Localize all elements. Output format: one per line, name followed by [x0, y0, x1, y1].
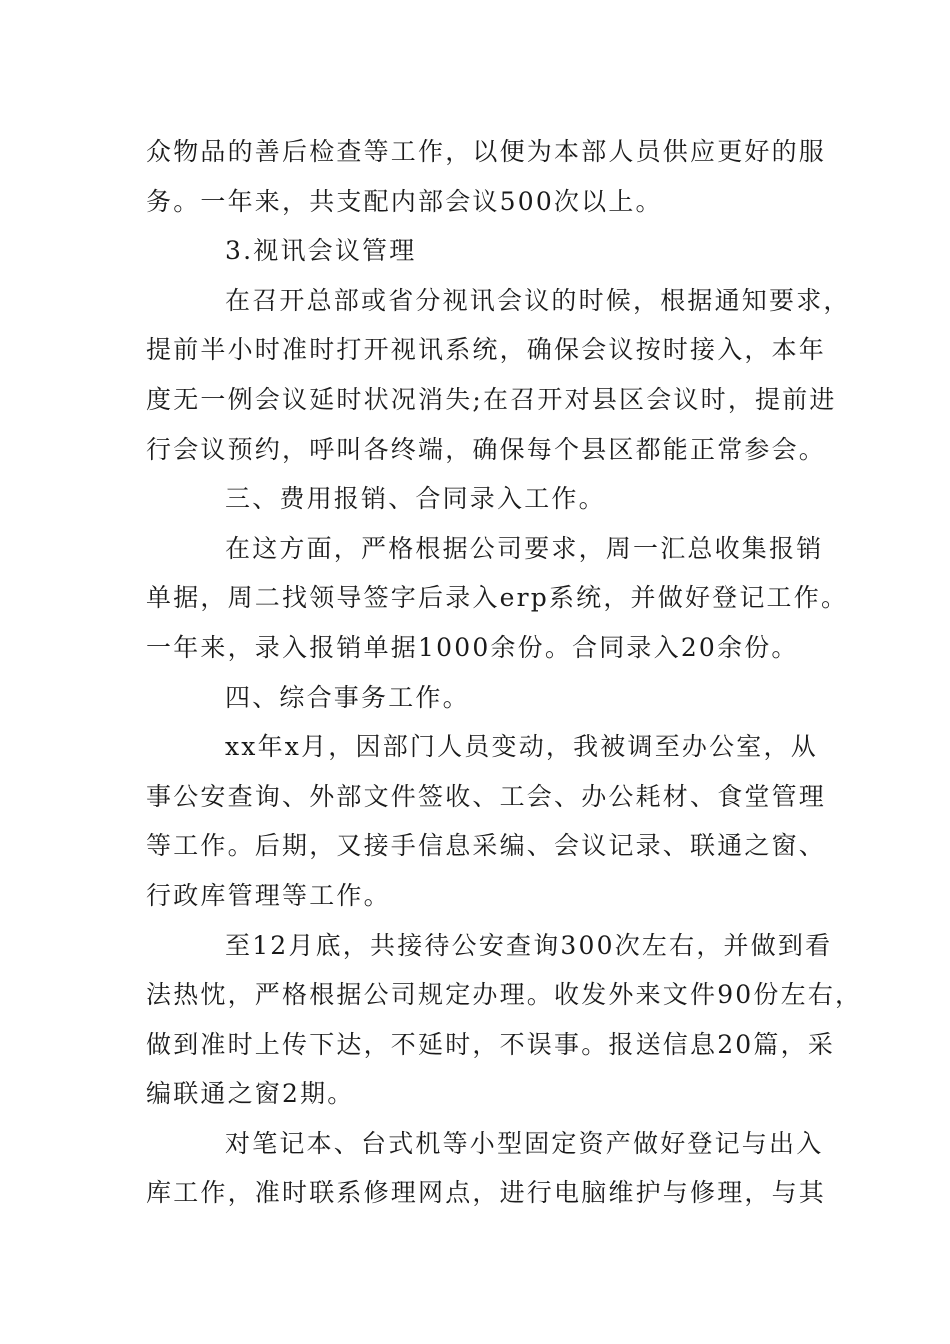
- text-line-9: 在这方面，严格根据公司要求，周一汇总收集报销: [225, 533, 824, 563]
- section-heading-expense: 三、费用报销、合同录入工作。: [225, 484, 606, 514]
- text-line-22: 库工作，准时联系修理网点，进行电脑维护与修理，与其: [146, 1178, 827, 1208]
- text-line-13: xx年x月，因部门人员变动，我被调至办公室，从: [225, 732, 818, 762]
- text-line-4: 在召开总部或省分视讯会议的时候，根据通知要求，: [225, 285, 851, 315]
- text-line-15: 等工作。后期，又接手信息采编、会议记录、联通之窗、: [146, 831, 827, 861]
- text-line-10: 单据，周二找领导签字后录入erp系统，并做好登记工作。: [146, 583, 849, 613]
- text-line-14: 事公安查询、外部文件签收、工会、办公耗材、食堂管理: [146, 781, 827, 811]
- section-heading-general-affairs: 四、综合事务工作。: [225, 682, 470, 712]
- section-heading-video-conference: 3.视讯会议管理: [225, 236, 417, 266]
- text-line-16: 行政库管理等工作。: [146, 880, 391, 910]
- text-line-7: 行会议预约，呼叫各终端，确保每个县区都能正常参会。: [146, 434, 827, 464]
- document-body: [146, 127, 863, 1218]
- text-line-17: 至12月底，共接待公安查询300次左右，并做到看: [225, 930, 833, 960]
- text-line-18: 法热忱，严格根据公司规定办理。收发外来文件90份左右，: [146, 980, 863, 1010]
- text-line-1: 众物品的善后检查等工作，以便为本部人员供应更好的服: [146, 137, 827, 166]
- text-line-11: 一年来，录入报销单据1000余份。合同录入20余份。: [146, 632, 799, 662]
- text-line-2: 务。一年来，共支配内部会议500次以上。: [146, 186, 663, 216]
- text-line-21: 对笔记本、台式机等小型固定资产做好登记与出入: [225, 1128, 824, 1158]
- text-line-5: 提前半小时准时打开视讯系统，确保会议按时接入，本年: [146, 335, 827, 365]
- text-line-20: 编联通之窗2期。: [146, 1079, 355, 1109]
- text-line-19: 做到准时上传下达，不延时，不误事。报送信息20篇，采: [146, 1029, 836, 1059]
- text-line-6: 度无一例会议延时状况消失;在召开对县区会议时，提前进: [146, 384, 837, 414]
